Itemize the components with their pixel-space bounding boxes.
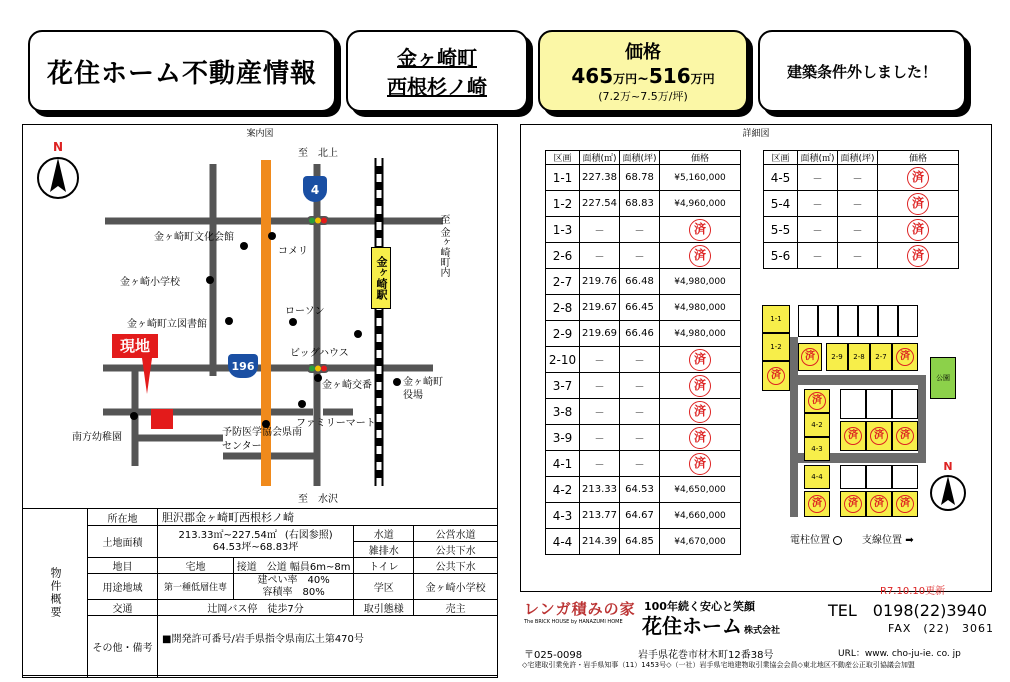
bunka-dot [240,242,248,250]
hdr2-lot: 区画 [764,151,798,165]
lot-area-sqm: 219.76 [580,269,620,295]
lot-area-tsubo: 64.67 [620,503,660,529]
lot-side-row [764,243,959,269]
toilet-value: 公共下水 [414,558,498,574]
lot-side-price [878,191,959,217]
lot-lot-id: 1-2 [546,191,580,217]
drain-value: 公共下水 [414,542,498,558]
lot-lot-id: 3-8 [546,399,580,425]
pole-icon [833,536,842,545]
lot-lot-id: 2-8 [546,295,580,321]
label-townhall: 金ヶ崎町役場 [403,377,443,401]
road-vertical-right [918,385,926,463]
notice-box [758,30,966,112]
plot-4-4: 4-4 [804,465,830,489]
plot-4-5: 済 [804,491,830,517]
lot-side-lot-id: 5-4 [764,191,798,217]
lot-area-sqm: 219.69 [580,321,620,347]
plot-2-10: 済 [892,343,918,371]
label-to-mizusawa: 至 水沢 [298,494,338,505]
lot-row [546,269,741,295]
chimoku-key: 地目 [88,558,158,574]
lot-price [660,399,741,425]
other-key: その他・備考 [88,616,158,678]
school-dot [206,276,214,284]
plot-top-a [798,305,818,337]
lot-price: ¥4,980,000 [660,269,741,295]
plot-1-1: 1-1 [762,305,790,333]
lot-area-sqm: － [580,425,620,451]
fax: FAX (22) 3061 [888,622,994,635]
label-famima: ファミリーマート [296,418,376,429]
hdr-price: 価格 [660,151,741,165]
lot-row [546,425,741,451]
lot-row [546,165,741,191]
label-school: 金ヶ崎小学校 [120,277,180,288]
lot-price [660,425,741,451]
side-label-cell: 物件概要 [23,509,88,678]
sold-stamp: 済 [907,193,929,215]
lot-area-tsubo: 68.78 [620,165,660,191]
lot-area-tsubo: － [620,399,660,425]
lot-price: ¥4,660,000 [660,503,741,529]
plot-top-c [838,305,858,337]
brand-name: レンガ積みの家 [524,600,636,618]
lot-side-area-tsubo: － [838,165,878,191]
label-bunka: 金ヶ崎町文化会館 [154,232,234,243]
lot-side-area-tsubo: － [838,191,878,217]
lot-side-lot-id: 5-6 [764,243,798,269]
road-value: 接道 公道 幅員6m~8m [234,558,354,574]
legend-pole: 電柱位置 [790,531,842,546]
plot-3-9: 済 [840,421,866,451]
nanpo-dot [130,412,138,420]
plot-top-e [878,305,898,337]
label-nanpo: 南方幼稚園 [72,432,122,443]
lot-table-main [545,150,741,555]
toilet-key: トイレ [354,558,414,574]
wire-arrow-icon: ➡ [905,535,914,546]
ratio-cell: 建ぺい率 40% 容積率 80% [234,574,354,600]
plot-4-1: 済 [804,389,830,413]
lot-area-sqm: 227.54 [580,191,620,217]
koban-dot [314,374,322,382]
location-box [346,30,528,112]
park: 公園 [930,357,956,399]
route-4-shield-icon [303,176,327,202]
updated-date: R7.10.10更新 [880,586,946,597]
address: 岩手県花巻市材木町12番38号 [638,650,774,661]
location-line1: 金ヶ崎町 [397,46,477,70]
plot-5-top-b [866,465,892,489]
lot-table-header [546,151,741,165]
lot-lot-id: 1-1 [546,165,580,191]
north-compass-icon [34,140,82,202]
price-label: 価格 [625,42,661,63]
lot-lot-id: 4-4 [546,529,580,555]
price-per-tsubo: (7.2万~7.5万/坪) [598,90,688,103]
route-196-shield-icon [228,354,258,378]
lot-lot-id: 3-7 [546,373,580,399]
lot-price [660,451,741,477]
bighouse-dot [354,330,362,338]
lot-area-tsubo: 66.46 [620,321,660,347]
hdr2-sqm: 面積(㎡) [798,151,838,165]
plot-3-top-c [892,389,918,419]
lot-lot-id: 2-7 [546,269,580,295]
lot-price [660,243,741,269]
lot-side-row [764,217,959,243]
plot-3-8: 済 [866,421,892,451]
traffic-light-2 [307,364,329,373]
sold-stamp: 済 [907,167,929,189]
area-value: 213.33㎡~227.54㎡ (右図参照) 64.53坪~68.83坪 [158,526,354,558]
lot-area-sqm: 214.39 [580,529,620,555]
lot-side-area-sqm: － [798,191,838,217]
label-yobou: 予防医学協会県南センター [222,427,302,452]
tel: TEL 0198(22)3940 [828,601,988,620]
plot-2-6: 済 [798,343,822,371]
famima-dot [298,400,306,408]
lot-table-side [763,150,959,269]
transit-value: 辻岡バス停 徒歩7分 [158,600,354,616]
label-to-kanegasaki: 至 金ヶ崎町内 [438,214,449,278]
plot-top-b [818,305,838,337]
lot-side-price [878,243,959,269]
label-library: 金ヶ崎町立図書館 [127,319,207,330]
map-caption: 案内図 [246,129,274,139]
lot-lot-id: 4-2 [546,477,580,503]
lawson-dot [289,318,297,326]
lot-side-area-sqm: － [798,217,838,243]
label-lawson: ローソン [285,306,325,317]
label-to-kitakami: 至 北上 [298,148,338,159]
property-info-table [22,508,498,678]
price-unit-2: 万円 [690,72,715,86]
plot-5-6: 済 [840,491,866,517]
lot-side-price [878,165,959,191]
lot-row [546,321,741,347]
lot-price: ¥4,980,000 [660,321,741,347]
sold-stamp: 済 [907,219,929,241]
zone-value: 第一種低層住専 [158,574,234,600]
komeri-dot [268,232,276,240]
price-max: 516 [648,64,691,88]
lot-lot-id: 3-9 [546,425,580,451]
notice-text: 建築条件外しました！ [786,62,937,81]
lot-price: ¥5,160,000 [660,165,741,191]
lot-row [546,529,741,555]
school-key: 学区 [354,574,414,600]
brand-sub: The BRICK HOUSE by HANAZUMI HOME [524,619,623,625]
chimoku-value: 宅地 [158,558,234,574]
plot-2-9: 2-9 [826,343,848,371]
location-value: 胆沢郡金ヶ崎町西根杉ノ崎 [158,509,498,526]
traffic-light-1 [307,216,329,225]
location-key: 所在地 [88,509,158,526]
plot-1-3: 済 [762,361,790,391]
lot-price [660,373,741,399]
lot-side-price [878,217,959,243]
station-label: 金ヶ崎駅 [371,247,391,309]
lot-area-sqm: － [580,451,620,477]
lot-side-row [764,191,959,217]
road-horizontal-top [790,375,926,385]
lot-area-sqm: 219.67 [580,295,620,321]
plot-top-d [858,305,878,337]
lot-lot-id: 4-1 [546,451,580,477]
price-min: 465 [571,64,614,88]
lot-row [546,399,741,425]
sold-stamp: 済 [689,245,711,267]
plot-3-7: 済 [892,421,918,451]
sold-stamp: 済 [689,427,711,449]
hdr-lot: 区画 [546,151,580,165]
legend-wire: 支線位置 ➡ [862,535,914,546]
lot-lot-id: 2-9 [546,321,580,347]
lot-side-lot-id: 5-5 [764,217,798,243]
price-range [571,64,714,88]
lot-row [546,217,741,243]
library-dot [225,317,233,325]
lot-lot-id: 4-3 [546,503,580,529]
lot-side-area-sqm: － [798,243,838,269]
plot-4-3: 4-3 [804,437,830,461]
lot-area-tsubo: － [620,243,660,269]
lot-area-tsubo: 64.85 [620,529,660,555]
lot-area-sqm: 213.33 [580,477,620,503]
route-196-number: 196 [231,360,255,373]
school-value: 金ヶ崎小学校 [414,574,498,600]
lot-area-tsubo: 68.83 [620,191,660,217]
plot-4-2: 4-2 [804,413,830,437]
water-value: 公営水道 [414,526,498,542]
postal: 〒025-0098 [524,650,583,661]
price-box [538,30,748,112]
sold-stamp: 済 [689,219,711,241]
plot-2-8: 2-8 [848,343,870,371]
hdr-tsubo: 面積(坪) [620,151,660,165]
townhall-dot [393,378,401,386]
plot-1-2: 1-2 [762,333,790,361]
plot-5-5: 済 [866,491,892,517]
slogan: 100年続く安心と笑顔 [644,600,755,613]
lot-lot-id: 1-3 [546,217,580,243]
lot-side-area-sqm: － [798,165,838,191]
lot-row [546,347,741,373]
hdr2-tsubo: 面積(坪) [838,151,878,165]
footer [520,594,992,678]
brand-logo [524,598,644,625]
lot-area-sqm: － [580,399,620,425]
lot-area-sqm: 213.77 [580,503,620,529]
label-bighouse: ビッグハウス [290,348,349,359]
plot-5-top-a [840,465,866,489]
site-pointer [142,358,152,394]
hdr2-price: 価格 [878,151,959,165]
lot-area-tsubo: － [620,347,660,373]
plot-5-top-c [892,465,918,489]
website-url[interactable]: URL：www. cho-ju-ie. co. jp [838,649,961,659]
detail-caption: 詳細図 [742,129,770,139]
license-text: ◇宅建取引業免許・岩手県知事（11）1453号◇（一社）岩手県宅地建物取引業協会会員◇東北地区不動産公正取引協議会加盟 [522,661,915,669]
plot-5-4: 済 [892,491,918,517]
plot-2-7: 2-7 [870,343,892,371]
lot-row [546,477,741,503]
road-vertical-left [790,337,798,517]
north-compass-plan-icon [928,460,968,516]
lot-row [546,373,741,399]
transit-key: 交通 [88,600,158,616]
lot-area-sqm: － [580,347,620,373]
route-4-number: 4 [310,183,320,197]
lot-side-lot-id: 4-5 [764,165,798,191]
lot-row [546,243,741,269]
lot-price: ¥4,670,000 [660,529,741,555]
lot-table-side-header [764,151,959,165]
lot-side-row [764,165,959,191]
sold-stamp: 済 [689,401,711,423]
location-line2: 西根杉ノ崎 [387,75,487,99]
label-komeri: コメリ [278,246,308,257]
price-sep: ~ [637,71,649,87]
water-key: 水道 [354,526,414,542]
deal-value: 売主 [414,600,498,616]
lot-price: ¥4,650,000 [660,477,741,503]
north-letter-plan: N [943,460,953,473]
lot-area-sqm: － [580,217,620,243]
lot-area-tsubo: 66.45 [620,295,660,321]
lot-area-tsubo: － [620,425,660,451]
lot-price: ¥4,960,000 [660,191,741,217]
area-key: 土地面積 [88,526,158,558]
lot-price: ¥4,980,000 [660,295,741,321]
sold-stamp: 済 [689,349,711,371]
lot-row [546,503,741,529]
hdr-sqm: 面積(㎡) [580,151,620,165]
label-koban: 金ヶ崎交番 [322,380,372,391]
lot-price [660,217,741,243]
lot-area-tsubo: － [620,373,660,399]
plot-3-top-a [840,389,866,419]
lot-side-area-tsubo: － [838,217,878,243]
company-name: 花住ホーム 株式会社 [642,614,781,638]
site-label: 現地 [112,334,158,358]
lot-area-tsubo: 66.48 [620,269,660,295]
lot-row [546,295,741,321]
lot-row [546,451,741,477]
lot-area-sqm: 227.38 [580,165,620,191]
sold-stamp: 済 [689,375,711,397]
north-letter: N [52,140,64,154]
lot-side-area-tsubo: － [838,243,878,269]
lot-row [546,191,741,217]
lot-area-tsubo: 64.53 [620,477,660,503]
lot-lot-id: 2-10 [546,347,580,373]
site-marker [151,409,173,429]
lot-area-tsubo: － [620,217,660,243]
lot-price [660,347,741,373]
lot-area-sqm: － [580,373,620,399]
lot-lot-id: 2-6 [546,243,580,269]
plot-3-top-b [866,389,892,419]
sold-stamp: 済 [907,245,929,267]
company-title: 花住ホーム不動産情報 [46,58,317,89]
drain-key: 雑排水 [354,542,414,558]
sold-stamp: 済 [689,453,711,475]
deal-key: 取引態様 [354,600,414,616]
lot-area-sqm: － [580,243,620,269]
company-title-box [28,30,336,112]
other-value: ■開発許可番号/岩手県指令県南広土第470号 [158,616,498,678]
lot-area-tsubo: － [620,451,660,477]
plot-top-f [898,305,918,337]
price-unit: 万円 [613,72,638,86]
zone-key: 用途地域 [88,574,158,600]
